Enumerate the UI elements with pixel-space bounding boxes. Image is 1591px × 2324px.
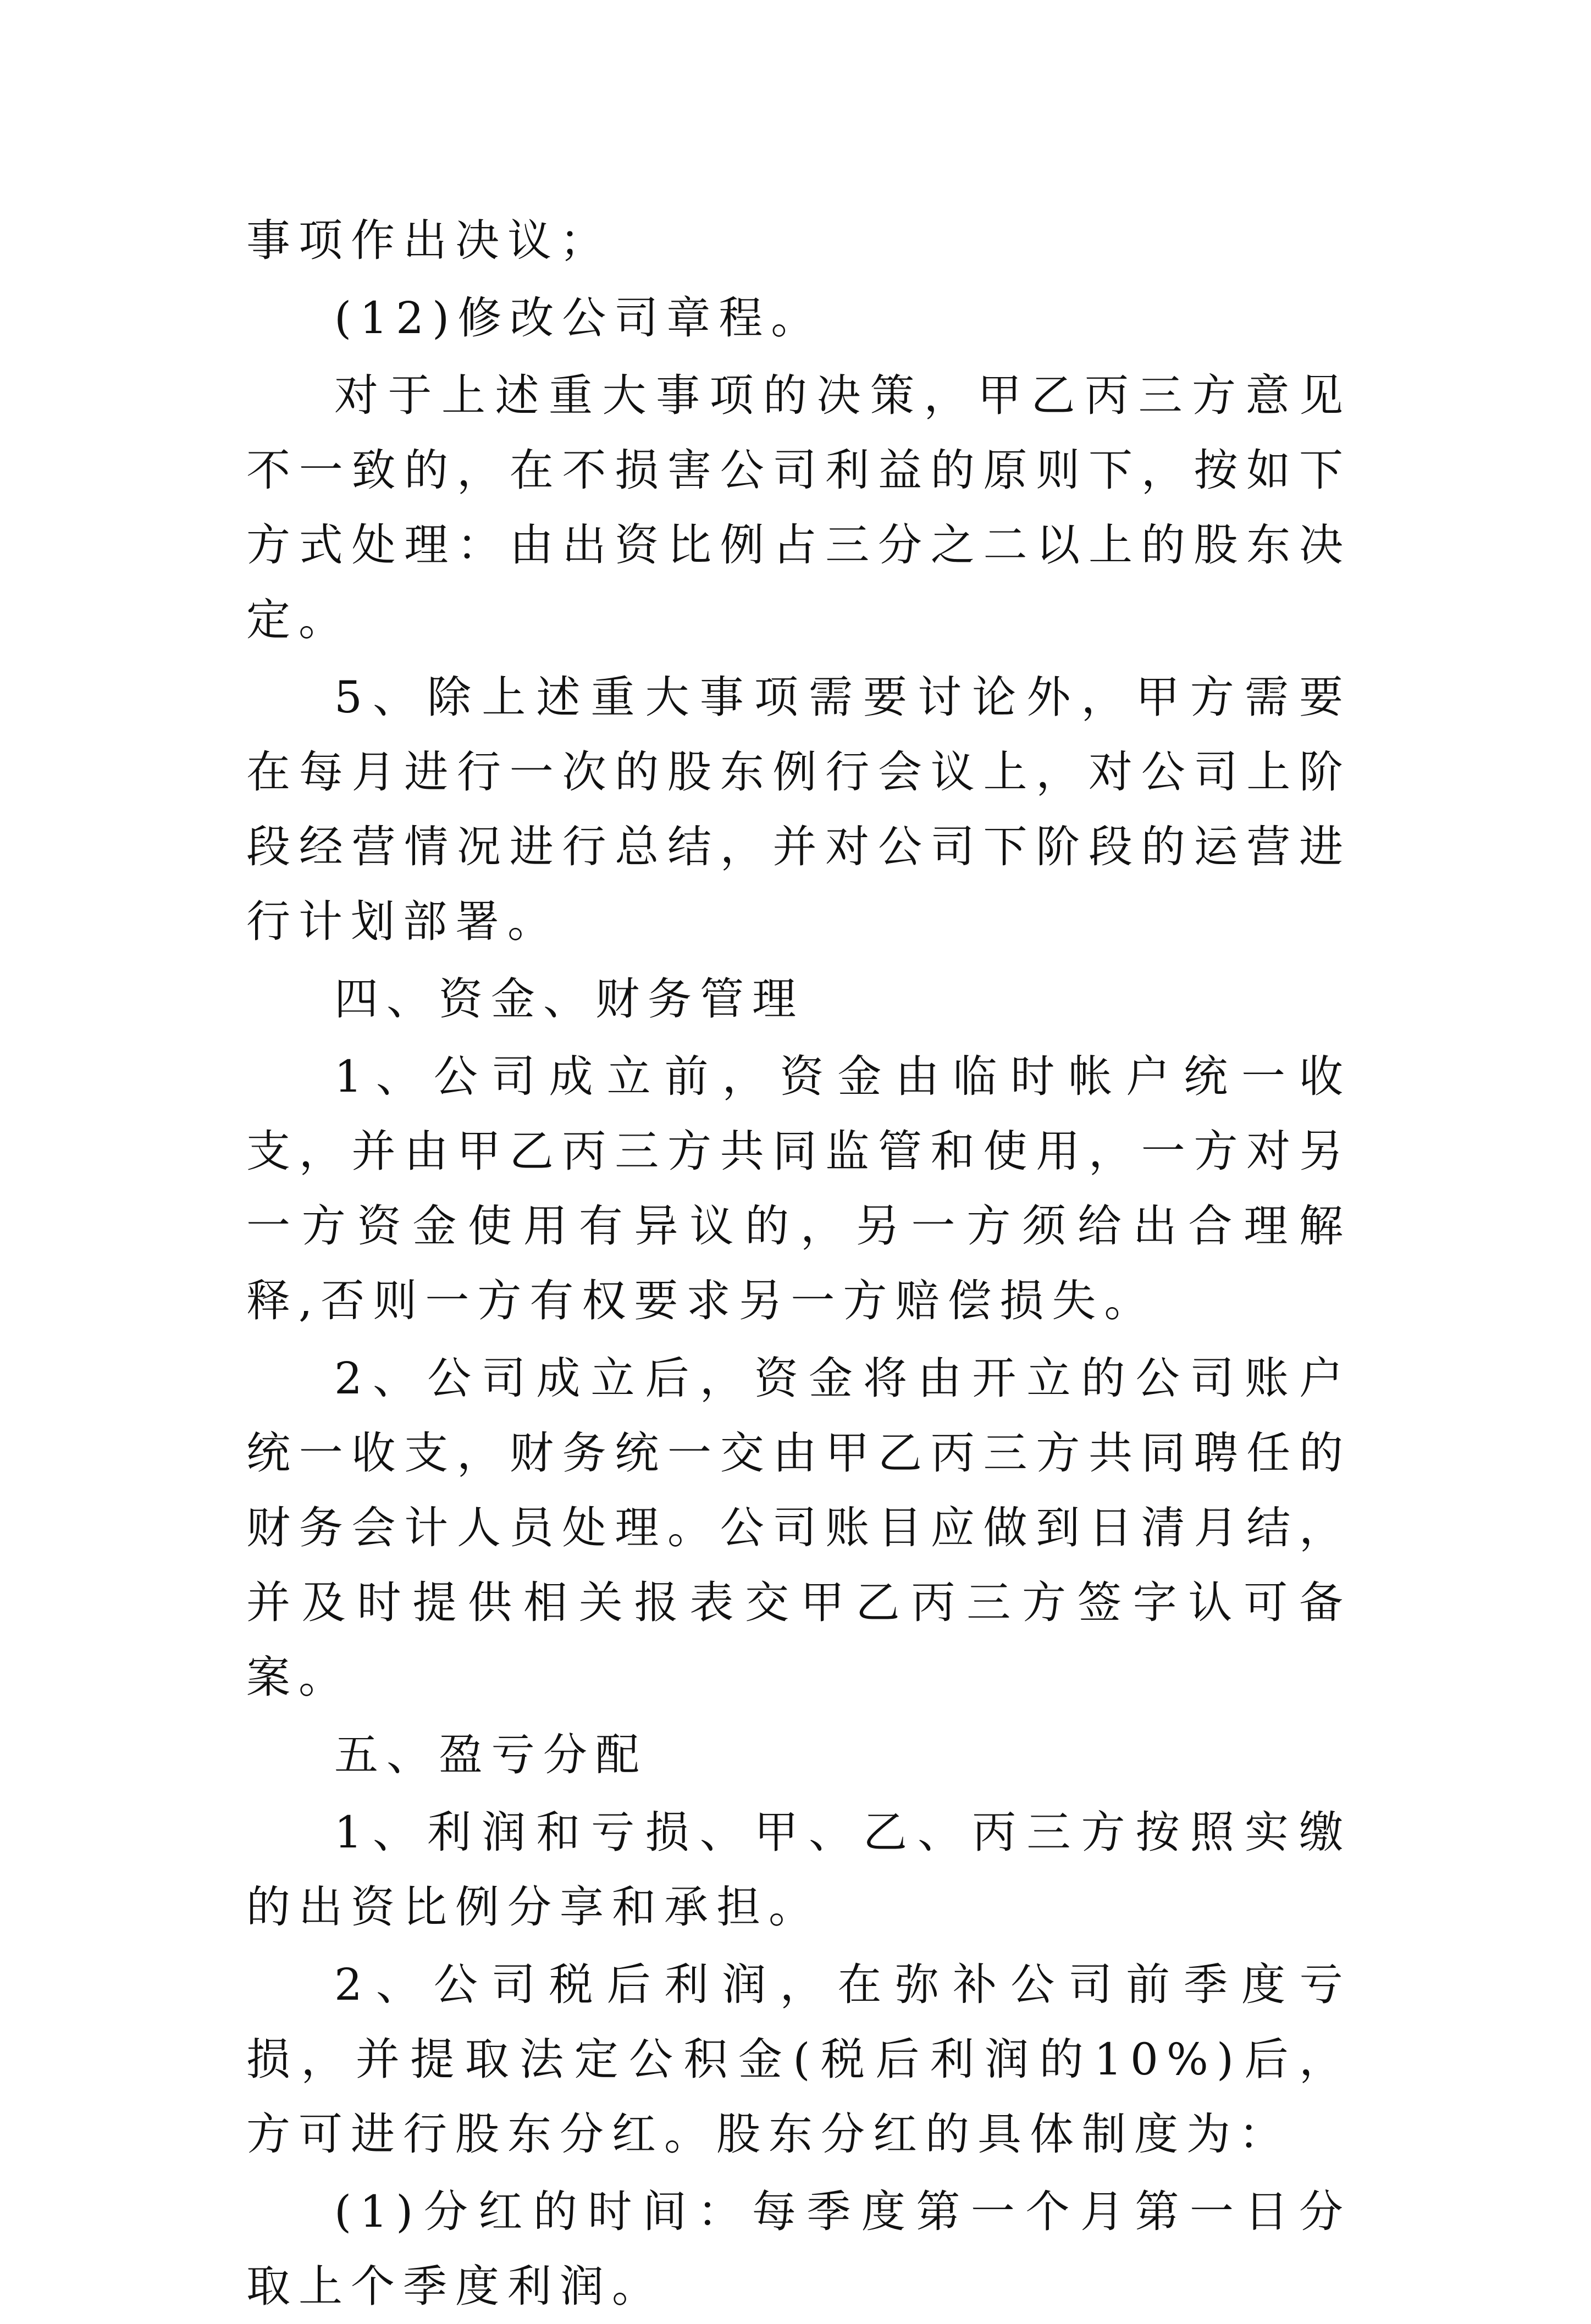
paragraph-profit-2: 2、公司税后利润，在弥补公司前季度亏损，并提取法定公积金(税后利润的10%)后，方可进行股东分红。股东分红的具体制度为： xyxy=(246,1959,1351,2160)
document-body xyxy=(246,203,1351,2324)
paragraph-decision-rule: 对于上述重大事项的决策，甲乙丙三方意见不一致的，在不损害公司利益的原则下，按如下方式处理：由出资比例占三分之二以上的股东决定。 xyxy=(246,370,1351,645)
paragraph-profit-1: 1、利润和亏损、甲、乙、丙三方按照实缴的出资比例分享和承担。 xyxy=(246,1807,1351,1933)
paragraph-resolution-line: 事项作出决议； xyxy=(246,215,612,266)
paragraph-finance-1: 1、公司成立前，资金由临时帐户统一收支，并由甲乙丙三方共同监管和使用，一方对另一方资金使用有异议的，另一方须给出合理解释,否则一方有权要求另一方赔偿损失。 xyxy=(246,1051,1351,1326)
paragraph-dividend-time: (1)分红的时间：每季度第一个月第一日分取上个季度利润。 xyxy=(246,2186,1351,2312)
section-heading-finance: 四、资金、财务管理 xyxy=(334,973,804,1025)
paragraph-item-5: 5、除上述重大事项需要讨论外，甲方需要在每月进行一次的股东例行会议上，对公司上阶段经营情况进行总结，并对公司下阶段的运营进行计划部署。 xyxy=(246,672,1351,947)
paragraph-finance-2: 2、公司成立后，资金将由开立的公司账户统一收支，财务统一交由甲乙丙三方共同聘任的财务会计人员处理。公司账目应做到日清月结，并及时提供相关报表交甲乙丙三方签字认可备案。 xyxy=(246,1353,1351,1703)
paragraph-item-12: (12)修改公司章程。 xyxy=(334,292,824,344)
section-heading-profit-loss: 五、盈亏分配 xyxy=(334,1729,648,1780)
